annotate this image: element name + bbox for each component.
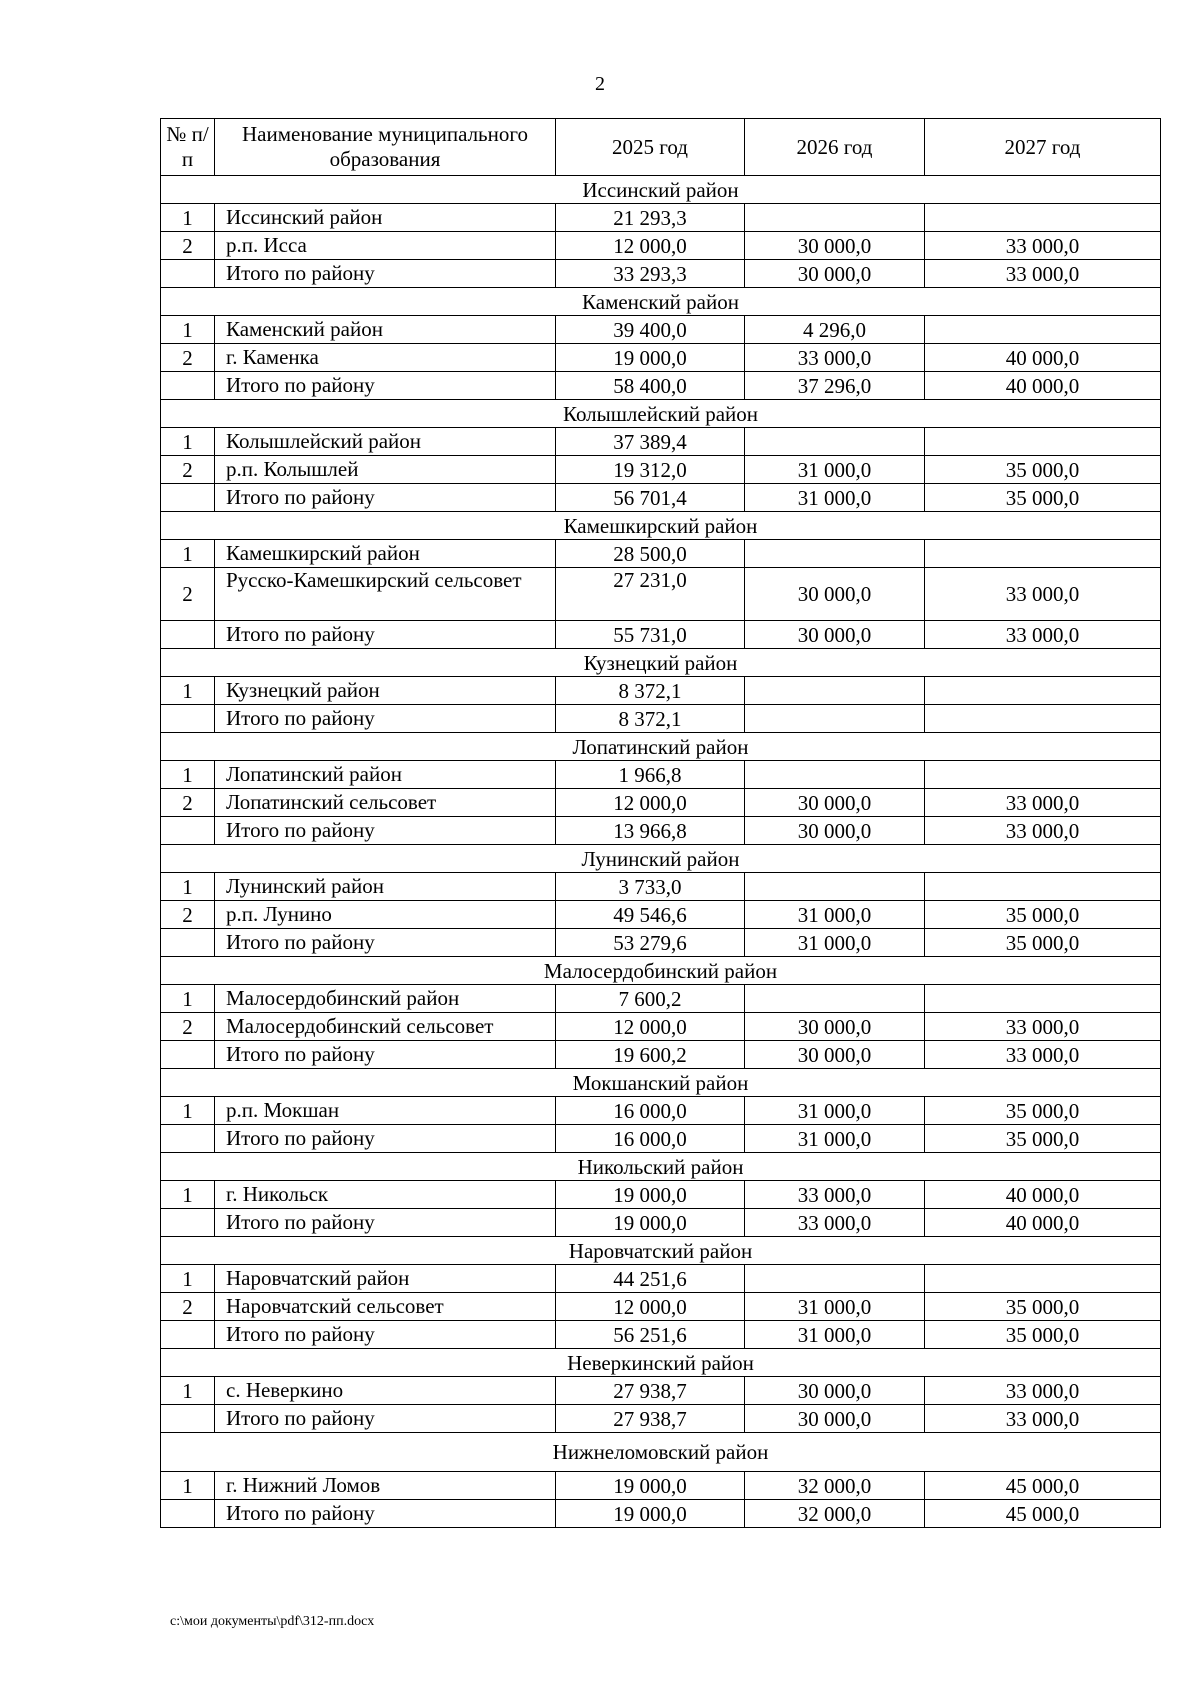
municipality-name: р.п. Исса: [215, 232, 556, 260]
value-2027: 40 000,0: [925, 1209, 1161, 1237]
value-2026: [745, 428, 925, 456]
table-body: [161, 176, 1161, 1528]
total-row: [161, 484, 1161, 512]
region-name: Лопатинский район: [161, 733, 1161, 761]
municipality-name: Лунинский район: [215, 873, 556, 901]
value-2026: 31 000,0: [745, 1125, 925, 1153]
region-header-row: [161, 957, 1161, 985]
value-2026: [745, 705, 925, 733]
value-2026: 33 000,0: [745, 1181, 925, 1209]
value-2027: 33 000,0: [925, 789, 1161, 817]
value-2027: 35 000,0: [925, 1125, 1161, 1153]
row-number: 1: [161, 316, 215, 344]
row-number: 1: [161, 677, 215, 705]
value-2026: 30 000,0: [745, 789, 925, 817]
value-2026: 31 000,0: [745, 1321, 925, 1349]
row-number: 2: [161, 568, 215, 621]
row-number: 1: [161, 428, 215, 456]
region-header-row: [161, 1349, 1161, 1377]
table-row: [161, 428, 1161, 456]
municipality-name: Кузнецкий район: [215, 677, 556, 705]
value-2025: 12 000,0: [556, 232, 745, 260]
value-2025: 8 372,1: [556, 677, 745, 705]
value-2027: 45 000,0: [925, 1500, 1161, 1528]
row-number: [161, 817, 215, 845]
region-name: Каменский район: [161, 288, 1161, 316]
region-name: Иссинский район: [161, 176, 1161, 204]
row-number: [161, 1321, 215, 1349]
value-2026: [745, 761, 925, 789]
value-2025: 19 312,0: [556, 456, 745, 484]
region-name: Колышлейский район: [161, 400, 1161, 428]
value-2025: 7 600,2: [556, 985, 745, 1013]
region-header-row: [161, 649, 1161, 677]
value-2025: 19 600,2: [556, 1041, 745, 1069]
region-name: Кузнецкий район: [161, 649, 1161, 677]
region-name: Нижнеломовский район: [161, 1433, 1161, 1472]
table-row: [161, 1472, 1161, 1500]
value-2026: [745, 204, 925, 232]
value-2027: 40 000,0: [925, 372, 1161, 400]
value-2027: [925, 677, 1161, 705]
table-row: [161, 1377, 1161, 1405]
value-2025: 19 000,0: [556, 1472, 745, 1500]
row-number: [161, 621, 215, 649]
value-2026: [745, 677, 925, 705]
table-row: [161, 344, 1161, 372]
region-name: Лунинский район: [161, 845, 1161, 873]
value-2025: 19 000,0: [556, 1209, 745, 1237]
value-2027: 33 000,0: [925, 1041, 1161, 1069]
value-2026: 30 000,0: [745, 621, 925, 649]
value-2025: 39 400,0: [556, 316, 745, 344]
value-2027: 33 000,0: [925, 1405, 1161, 1433]
region-header-row: [161, 288, 1161, 316]
table-row: [161, 789, 1161, 817]
total-row: [161, 1041, 1161, 1069]
municipality-name: Малосердобинский сельсовет: [215, 1013, 556, 1041]
row-number: 1: [161, 540, 215, 568]
row-number: 1: [161, 1181, 215, 1209]
municipality-name: Итого по району: [215, 260, 556, 288]
value-2025: 3 733,0: [556, 873, 745, 901]
value-2025: 27 938,7: [556, 1405, 745, 1433]
region-header-row: [161, 733, 1161, 761]
row-number: [161, 1500, 215, 1528]
row-number: [161, 1125, 215, 1153]
header-2027: 2027 год: [925, 119, 1161, 176]
row-number: 1: [161, 204, 215, 232]
row-number: 2: [161, 456, 215, 484]
value-2027: 45 000,0: [925, 1472, 1161, 1500]
value-2026: 32 000,0: [745, 1472, 925, 1500]
value-2027: 35 000,0: [925, 929, 1161, 957]
value-2026: 33 000,0: [745, 1209, 925, 1237]
table-row: [161, 985, 1161, 1013]
value-2026: 31 000,0: [745, 1097, 925, 1125]
value-2026: [745, 1265, 925, 1293]
value-2027: 33 000,0: [925, 1013, 1161, 1041]
value-2026: 30 000,0: [745, 1405, 925, 1433]
total-row: [161, 372, 1161, 400]
value-2027: 35 000,0: [925, 1097, 1161, 1125]
value-2025: 56 251,6: [556, 1321, 745, 1349]
value-2027: [925, 1265, 1161, 1293]
header-num: № п/п: [161, 119, 215, 176]
municipality-name: г. Каменка: [215, 344, 556, 372]
municipality-name: Итого по району: [215, 621, 556, 649]
value-2025: 37 389,4: [556, 428, 745, 456]
row-number: 1: [161, 1472, 215, 1500]
municipality-name: Итого по району: [215, 1125, 556, 1153]
region-header-row: [161, 512, 1161, 540]
value-2027: 35 000,0: [925, 901, 1161, 929]
page-number: 2: [595, 73, 605, 95]
value-2027: 35 000,0: [925, 456, 1161, 484]
value-2027: [925, 873, 1161, 901]
row-number: 1: [161, 873, 215, 901]
total-row: [161, 929, 1161, 957]
municipality-name: р.п. Мокшан: [215, 1097, 556, 1125]
table-header-row: [161, 119, 1161, 176]
table-row: [161, 761, 1161, 789]
row-number: 1: [161, 1097, 215, 1125]
table-row: [161, 316, 1161, 344]
row-number: [161, 484, 215, 512]
value-2025: 12 000,0: [556, 1293, 745, 1321]
value-2026: 30 000,0: [745, 232, 925, 260]
value-2025: 1 966,8: [556, 761, 745, 789]
value-2027: 40 000,0: [925, 344, 1161, 372]
value-2026: 31 000,0: [745, 456, 925, 484]
header-2026: 2026 год: [745, 119, 925, 176]
municipality-name: Итого по району: [215, 372, 556, 400]
value-2026: 31 000,0: [745, 901, 925, 929]
municipality-name: Наровчатский район: [215, 1265, 556, 1293]
total-row: [161, 705, 1161, 733]
value-2026: 30 000,0: [745, 1377, 925, 1405]
row-number: 1: [161, 985, 215, 1013]
region-header-row: [161, 176, 1161, 204]
municipality-name: г. Нижний Ломов: [215, 1472, 556, 1500]
value-2025: 27 231,0: [556, 568, 745, 621]
total-row: [161, 1125, 1161, 1153]
value-2026: 31 000,0: [745, 929, 925, 957]
value-2025: 19 000,0: [556, 1181, 745, 1209]
value-2025: 16 000,0: [556, 1097, 745, 1125]
region-header-row: [161, 845, 1161, 873]
value-2027: [925, 985, 1161, 1013]
value-2026: 30 000,0: [745, 817, 925, 845]
value-2025: 56 701,4: [556, 484, 745, 512]
municipality-name: Итого по району: [215, 1209, 556, 1237]
table-row: [161, 568, 1161, 621]
region-name: Неверкинский район: [161, 1349, 1161, 1377]
value-2025: 28 500,0: [556, 540, 745, 568]
value-2027: 33 000,0: [925, 1377, 1161, 1405]
table-row: [161, 204, 1161, 232]
table-row: [161, 1293, 1161, 1321]
header-name: Наименование муниципального образования: [215, 119, 556, 176]
value-2027: [925, 761, 1161, 789]
municipality-name: Итого по району: [215, 1405, 556, 1433]
municipality-name: Итого по району: [215, 1500, 556, 1528]
region-name: Наровчатский район: [161, 1237, 1161, 1265]
region-header-row: [161, 1237, 1161, 1265]
value-2026: 30 000,0: [745, 1041, 925, 1069]
total-row: [161, 1209, 1161, 1237]
municipality-name: Лопатинский район: [215, 761, 556, 789]
value-2027: 33 000,0: [925, 568, 1161, 621]
value-2025: 53 279,6: [556, 929, 745, 957]
value-2027: [925, 428, 1161, 456]
value-2025: 19 000,0: [556, 1500, 745, 1528]
row-number: 1: [161, 1377, 215, 1405]
municipality-name: Колышлейский район: [215, 428, 556, 456]
value-2027: 35 000,0: [925, 484, 1161, 512]
table-row: [161, 873, 1161, 901]
region-header-row: [161, 400, 1161, 428]
value-2026: [745, 540, 925, 568]
region-name: Никольский район: [161, 1153, 1161, 1181]
value-2025: 12 000,0: [556, 789, 745, 817]
table-row: [161, 456, 1161, 484]
value-2025: 12 000,0: [556, 1013, 745, 1041]
row-number: 2: [161, 344, 215, 372]
total-row: [161, 1321, 1161, 1349]
region-name: Мокшанский район: [161, 1069, 1161, 1097]
table-row: [161, 1097, 1161, 1125]
municipality-name: р.п. Лунино: [215, 901, 556, 929]
table-row: [161, 1013, 1161, 1041]
header-2025: 2025 год: [556, 119, 745, 176]
value-2026: 31 000,0: [745, 484, 925, 512]
municipality-name: Итого по району: [215, 1321, 556, 1349]
total-row: [161, 621, 1161, 649]
municipality-name: Наровчатский сельсовет: [215, 1293, 556, 1321]
region-name: Камешкирский район: [161, 512, 1161, 540]
value-2027: [925, 540, 1161, 568]
municipality-name: Итого по району: [215, 929, 556, 957]
row-number: 2: [161, 901, 215, 929]
value-2025: 19 000,0: [556, 344, 745, 372]
row-number: 2: [161, 232, 215, 260]
municipality-name: Камешкирский район: [215, 540, 556, 568]
file-path-footer: c:\мои документы\pdf\312-пп.docx: [170, 1614, 375, 1629]
municipality-name: Малосердобинский район: [215, 985, 556, 1013]
row-number: 1: [161, 1265, 215, 1293]
municipality-name: с. Неверкино: [215, 1377, 556, 1405]
region-name: Малосердобинский район: [161, 957, 1161, 985]
value-2026: 37 296,0: [745, 372, 925, 400]
value-2026: [745, 873, 925, 901]
value-2026: 32 000,0: [745, 1500, 925, 1528]
value-2026: 30 000,0: [745, 568, 925, 621]
municipality-name: р.п. Колышлей: [215, 456, 556, 484]
municipality-name: Итого по району: [215, 705, 556, 733]
region-header-row: [161, 1433, 1161, 1472]
municipality-name: Каменский район: [215, 316, 556, 344]
municipality-name: Итого по району: [215, 484, 556, 512]
value-2026: 30 000,0: [745, 1013, 925, 1041]
value-2027: 33 000,0: [925, 232, 1161, 260]
municipality-name: Итого по району: [215, 1041, 556, 1069]
value-2026: [745, 985, 925, 1013]
total-row: [161, 817, 1161, 845]
table-row: [161, 1181, 1161, 1209]
value-2026: 4 296,0: [745, 316, 925, 344]
total-row: [161, 1405, 1161, 1433]
total-row: [161, 260, 1161, 288]
value-2025: 27 938,7: [556, 1377, 745, 1405]
value-2025: 58 400,0: [556, 372, 745, 400]
value-2027: 35 000,0: [925, 1293, 1161, 1321]
region-header-row: [161, 1153, 1161, 1181]
value-2027: [925, 316, 1161, 344]
municipality-name: Лопатинский сельсовет: [215, 789, 556, 817]
value-2025: 44 251,6: [556, 1265, 745, 1293]
value-2025: 49 546,6: [556, 901, 745, 929]
row-number: 2: [161, 1013, 215, 1041]
value-2025: 33 293,3: [556, 260, 745, 288]
row-number: [161, 1209, 215, 1237]
value-2025: 16 000,0: [556, 1125, 745, 1153]
value-2027: [925, 705, 1161, 733]
row-number: [161, 705, 215, 733]
row-number: [161, 1405, 215, 1433]
value-2026: 31 000,0: [745, 1293, 925, 1321]
row-number: [161, 929, 215, 957]
municipality-name: Иссинский район: [215, 204, 556, 232]
value-2025: 8 372,1: [556, 705, 745, 733]
table-row: [161, 677, 1161, 705]
table-row: [161, 1265, 1161, 1293]
table-row: [161, 540, 1161, 568]
value-2026: 33 000,0: [745, 344, 925, 372]
municipality-name: г. Никольск: [215, 1181, 556, 1209]
total-row: [161, 1500, 1161, 1528]
row-number: [161, 372, 215, 400]
value-2026: 30 000,0: [745, 260, 925, 288]
row-number: [161, 1041, 215, 1069]
municipality-name: Итого по району: [215, 817, 556, 845]
table-row: [161, 901, 1161, 929]
row-number: [161, 260, 215, 288]
row-number: 2: [161, 1293, 215, 1321]
value-2027: 33 000,0: [925, 817, 1161, 845]
value-2027: 40 000,0: [925, 1181, 1161, 1209]
value-2027: 35 000,0: [925, 1321, 1161, 1349]
municipality-name: Русско-Камешкирский сельсовет: [215, 568, 556, 621]
row-number: 2: [161, 789, 215, 817]
region-header-row: [161, 1069, 1161, 1097]
budget-table: [160, 118, 1161, 1528]
value-2025: 55 731,0: [556, 621, 745, 649]
value-2027: 33 000,0: [925, 621, 1161, 649]
value-2025: 21 293,3: [556, 204, 745, 232]
value-2027: [925, 204, 1161, 232]
value-2027: 33 000,0: [925, 260, 1161, 288]
row-number: 1: [161, 761, 215, 789]
value-2025: 13 966,8: [556, 817, 745, 845]
table-row: [161, 232, 1161, 260]
